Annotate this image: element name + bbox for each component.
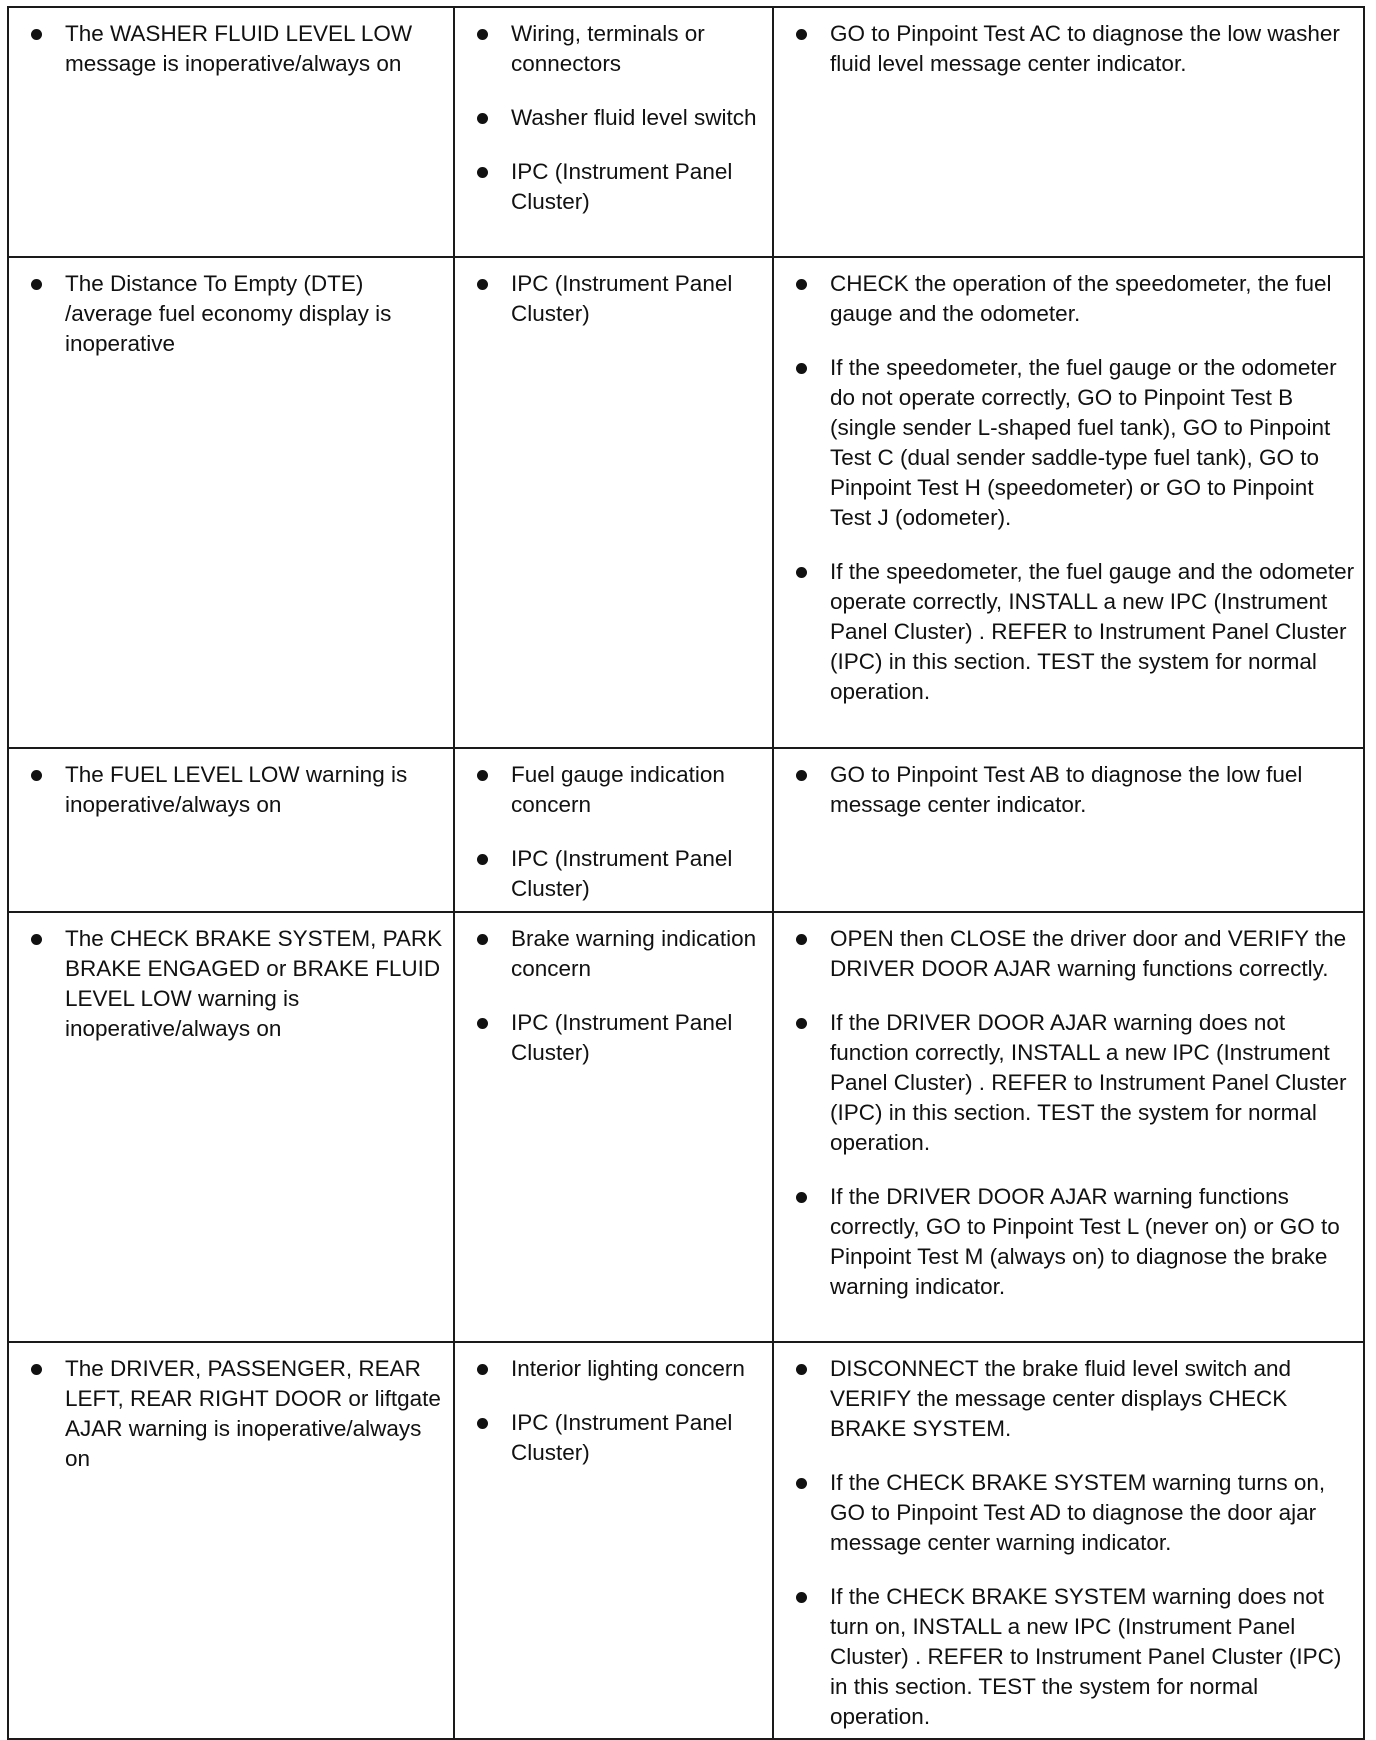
condition-list — [27, 1354, 447, 1474]
cause-item: Interior lighting concern — [473, 1354, 766, 1384]
cause-cell — [454, 257, 773, 748]
condition-cell — [8, 748, 454, 912]
cause-item: Fuel gauge indication concern — [473, 760, 766, 820]
condition-item: The CHECK BRAKE SYSTEM, PARK BRAKE ENGAGED or BRAKE FLUID LEVEL LOW warning is inoperative/always on — [27, 924, 447, 1044]
action-cell — [773, 7, 1364, 257]
symptom-chart-table — [7, 6, 1365, 1740]
action-item: GO to Pinpoint Test AB to diagnose the low fuel message center indicator. — [792, 760, 1357, 820]
action-list — [792, 1354, 1357, 1732]
condition-item: The WASHER FLUID LEVEL LOW message is inoperative/always on — [27, 19, 447, 79]
condition-cell — [8, 257, 454, 748]
action-item: OPEN then CLOSE the driver door and VERIFY the DRIVER DOOR AJAR warning functions correctly. — [792, 924, 1357, 984]
cause-item: Washer fluid level switch — [473, 103, 766, 133]
action-list — [792, 760, 1357, 820]
cause-list — [473, 924, 766, 1068]
action-item: GO to Pinpoint Test AC to diagnose the low washer fluid level message center indicator. — [792, 19, 1357, 79]
table-row — [8, 1342, 1364, 1739]
table-row — [8, 748, 1364, 912]
cause-cell — [454, 912, 773, 1342]
cause-item: IPC (Instrument Panel Cluster) — [473, 1008, 766, 1068]
action-list — [792, 924, 1357, 1302]
condition-list — [27, 924, 447, 1044]
condition-list — [27, 19, 447, 79]
cause-item: Brake warning indication concern — [473, 924, 766, 984]
condition-list — [27, 760, 447, 820]
action-item: If the speedometer, the fuel gauge and the odometer operate correctly, INSTALL a new IPC (Instrument Panel Cluster) . REFER to Instrument Panel Cluster (IPC) in this section. TEST the system for normal operation. — [792, 557, 1357, 707]
condition-item: The Distance To Empty (DTE) /average fuel economy display is inoperative — [27, 269, 447, 359]
cause-list — [473, 269, 766, 329]
action-item: If the CHECK BRAKE SYSTEM warning does not turn on, INSTALL a new IPC (Instrument Panel Cluster) . REFER to Instrument Panel Cluster (IPC) in this section. TEST the system for normal operation. — [792, 1582, 1357, 1732]
condition-list — [27, 269, 447, 359]
condition-cell — [8, 7, 454, 257]
action-cell — [773, 257, 1364, 748]
action-list — [792, 269, 1357, 707]
action-cell — [773, 1342, 1364, 1739]
action-item: CHECK the operation of the speedometer, the fuel gauge and the odometer. — [792, 269, 1357, 329]
action-cell — [773, 748, 1364, 912]
action-item: DISCONNECT the brake fluid level switch and VERIFY the message center displays CHECK BRAKE SYSTEM. — [792, 1354, 1357, 1444]
condition-cell — [8, 1342, 454, 1739]
table-row — [8, 7, 1364, 257]
action-item: If the DRIVER DOOR AJAR warning functions correctly, GO to Pinpoint Test L (never on) or GO to Pinpoint Test M (always on) to diagnose the brake warning indicator. — [792, 1182, 1357, 1302]
condition-item: The DRIVER, PASSENGER, REAR LEFT, REAR RIGHT DOOR or liftgate AJAR warning is inoperative/always on — [27, 1354, 447, 1474]
action-item: If the speedometer, the fuel gauge or the odometer do not operate correctly, GO to Pinpoint Test B (single sender L-shaped fuel tank), GO to Pinpoint Test C (dual sender saddle-type fuel tank), GO to Pinpoint Test H (speedometer) or GO to Pinpoint Test J (odometer). — [792, 353, 1357, 533]
cause-list — [473, 1354, 766, 1468]
symptom-chart-body — [8, 7, 1364, 1739]
action-item: If the CHECK BRAKE SYSTEM warning turns on, GO to Pinpoint Test AD to diagnose the door ajar message center warning indicator. — [792, 1468, 1357, 1558]
cause-list — [473, 19, 766, 217]
action-cell — [773, 912, 1364, 1342]
cause-item: IPC (Instrument Panel Cluster) — [473, 844, 766, 904]
cause-list — [473, 760, 766, 904]
action-item: If the DRIVER DOOR AJAR warning does not function correctly, INSTALL a new IPC (Instrument Panel Cluster) . REFER to Instrument Panel Cluster (IPC) in this section. TEST the system for normal operation. — [792, 1008, 1357, 1158]
condition-item: The FUEL LEVEL LOW warning is inoperative/always on — [27, 760, 447, 820]
condition-cell — [8, 912, 454, 1342]
table-row — [8, 257, 1364, 748]
cause-cell — [454, 1342, 773, 1739]
cause-item: IPC (Instrument Panel Cluster) — [473, 157, 766, 217]
cause-item: IPC (Instrument Panel Cluster) — [473, 269, 766, 329]
cause-item: IPC (Instrument Panel Cluster) — [473, 1408, 766, 1468]
table-row — [8, 912, 1364, 1342]
action-list — [792, 19, 1357, 79]
cause-item: Wiring, terminals or connectors — [473, 19, 766, 79]
cause-cell — [454, 748, 773, 912]
cause-cell — [454, 7, 773, 257]
